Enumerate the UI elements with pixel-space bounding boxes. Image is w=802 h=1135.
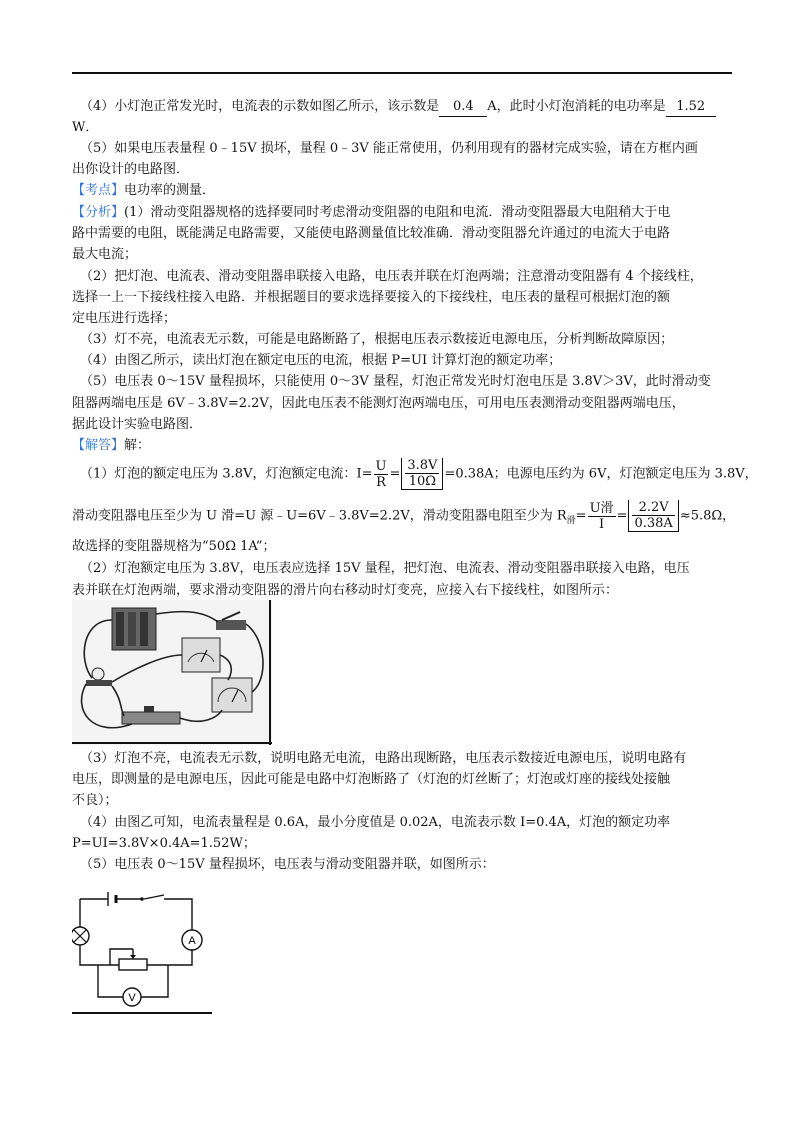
s2-frac-num: U滑: [589, 500, 614, 516]
lamp-icon: [72, 927, 89, 945]
s1-fraction-symbolic: [374, 459, 389, 490]
jieda-s5: 表并联在灯泡两端，要求滑动变阻器的滑片向右移动时灯变亮，应接入右下接线柱，如图所示：: [72, 583, 619, 598]
jieda-line: [72, 437, 150, 455]
jieda-s11: （5）电压表 0～15V 量程损坏，电压表与滑动变阻器并联，如图所示：: [80, 857, 495, 872]
battery-pack-icon: [112, 608, 156, 650]
circuit-schematic-figure: [72, 885, 212, 1015]
wiring-photo-figure: [72, 600, 272, 745]
q4-text-a: （4）小灯泡正常发光时，电流表的示数如图乙所示，该示数是: [80, 99, 440, 114]
fenxi-line3: 最大电流；: [72, 247, 138, 262]
jieda-s3: 故选择的变阻器规格为“50Ω 1A”；: [72, 539, 276, 554]
q4-line2: W．: [72, 120, 99, 135]
fenxi-line5: 选择一上一下接线柱接入电路．并根据题目的要求选择要接入的下接线柱，电压表的量程可根据灯泡的额: [72, 290, 671, 305]
fenxi-line7: （3）灯不亮，电流表无示数，可能是电路断路了，根据电压表示数接近电源电压，分析判断故障原因；: [80, 332, 674, 347]
q4-blank-current: 0.4: [439, 98, 487, 117]
voltmeter-icon: [212, 678, 252, 712]
jieda-s8: 不良）；: [72, 793, 118, 808]
s1-text-a: （1）灯泡的额定电压为 3.8V，灯泡额定电流：I=: [80, 466, 373, 482]
jieda-s7: 电压，即测量的是电源电压，因此可能是电路中灯泡断路了（灯泡的灯丝断了；灯泡或灯座的接线处接触: [72, 772, 671, 787]
kaodian-label: 【考点】: [72, 183, 125, 198]
jieda-s2: 滑动变阻器电压至少为 U 滑=U 源﹣U=6V﹣3.8V=2.2V，滑动变阻器电阻至少为 $R_滑=$ $\frac{\text{U滑}}{I}$ = $\frac{2.2V}{0.38A}$ ≈5.8Ω，: [72, 500, 736, 532]
s2-fraction-symbolic: [588, 501, 616, 532]
s2-frac-num-val: 2.2V: [632, 500, 674, 516]
s1-frac-num-val: 3.8V: [407, 458, 438, 473]
jieda-s10: P=UI=3.8V×0.4A=1.52W；: [72, 836, 256, 851]
fenxi-line8: （4）由图乙所示，读出灯泡在额定电压的电流，根据 P=UI 计算灯泡的额定功率；: [80, 353, 562, 368]
voltmeter-label: V: [128, 992, 136, 1004]
jieda-label: 【解答】: [72, 438, 125, 453]
rheostat-icon: [119, 959, 147, 970]
q4-line1: [80, 98, 716, 117]
s2-subscript: 滑: [566, 516, 576, 527]
ammeter-icon: [182, 638, 220, 672]
switch-pivot: [140, 897, 144, 901]
s1-text-b: =0.38A；电源电压约为 6V，灯泡额定电压为 3.8V，: [444, 466, 758, 482]
jieda-s9: （4）由图乙可知，电流表量程是 0.6A，最小分度值是 0.02A，电流表示数 I=0.4A，灯泡的额定功率: [80, 815, 671, 830]
fenxi-line9: （5）电压表 0～15V 量程损坏，只能使用 0～3V 量程，灯泡正常发光时灯泡电压是 3.8V＞3V，此时滑动变: [80, 374, 711, 389]
s2-text-b: ≈5.8Ω，: [679, 508, 736, 524]
top-rule: [72, 72, 732, 74]
fenxi-line10: 阻器两端电压是 6V﹣3.8V=2.2V，因此电压表不能测灯泡两端电压，可用电压表测滑动变阻器两端电压，: [72, 396, 685, 411]
fenxi-line1: [72, 204, 670, 222]
q5-line1: （5）如果电压表量程 0﹣15V 损坏，量程 0﹣3V 能正常使用，仍利用现有的器材完成实验，请在方框内画: [80, 141, 698, 156]
q5-line2: 出你设计的电路图．: [72, 162, 190, 177]
s2-fraction-numeric: [628, 500, 678, 532]
q4-blank-power: 1.52: [666, 98, 716, 117]
fenxi-line11: 据此设计实验电路图．: [72, 417, 203, 432]
battery-icon: [108, 892, 116, 906]
fenxi-label: 【分析】: [72, 205, 125, 220]
fenxi-line6: 定电压进行选择；: [72, 311, 177, 326]
jieda-s4: （2）灯泡额定电压为 3.8V，电压表应选择 15V 量程，把灯泡、电流表、滑动变阻器串联接入电路，电压: [80, 561, 690, 576]
jieda-s1: （1）灯泡的额定电压为 3.8V，灯泡额定电流：I= $\frac{U}{R}$ = $\frac{3.8V}{10\Omega}$ =0.38A；电源电压约为 6V，灯泡额定电压为 3.8V，: [80, 458, 758, 490]
jieda-s6: （3）灯泡不亮，电流表无示数，说明电路无电流，电路出现断路，电压表示数接近电源电压，说明电路有: [80, 751, 687, 766]
s1-frac-num: U: [375, 458, 387, 474]
kaodian-text: 电功率的测量．: [124, 183, 216, 198]
fenxi-line2: 路中需要的电阻，既能满足电路需要，又能使电路测量值比较准确．滑动变阻器允许通过的电流大于电路: [72, 226, 671, 241]
q4-text-b: A，此时小灯泡消耗的电功率是: [487, 99, 666, 114]
s1-frac-den-val: 10Ω: [408, 474, 437, 489]
s1-fraction-numeric: [401, 458, 443, 490]
kaodian-line: [72, 182, 215, 200]
s1-frac-den: R: [376, 474, 386, 490]
fenxi-line4: （2）把灯泡、电流表、滑动变阻器串联接入电路，电压表并联在灯泡两端；注意滑动变阻器有 4 个接线柱，: [80, 269, 703, 284]
s2-frac-den: I: [598, 516, 605, 532]
ammeter-label: A: [188, 935, 196, 947]
jieda-intro: 解：: [124, 438, 151, 453]
s2-frac-den-val: 0.38A: [634, 516, 673, 531]
fenxi-text1: (1）滑动变阻器规格的选择要同时考虑滑动变阻器的电阻和电流．滑动变阻器最大电阻稍大于电: [124, 205, 671, 220]
s2-text-a: 滑动变阻器电压至少为 U 滑=U 源﹣U=6V﹣3.8V=2.2V，滑动变阻器电阻至少为 R: [72, 508, 567, 524]
